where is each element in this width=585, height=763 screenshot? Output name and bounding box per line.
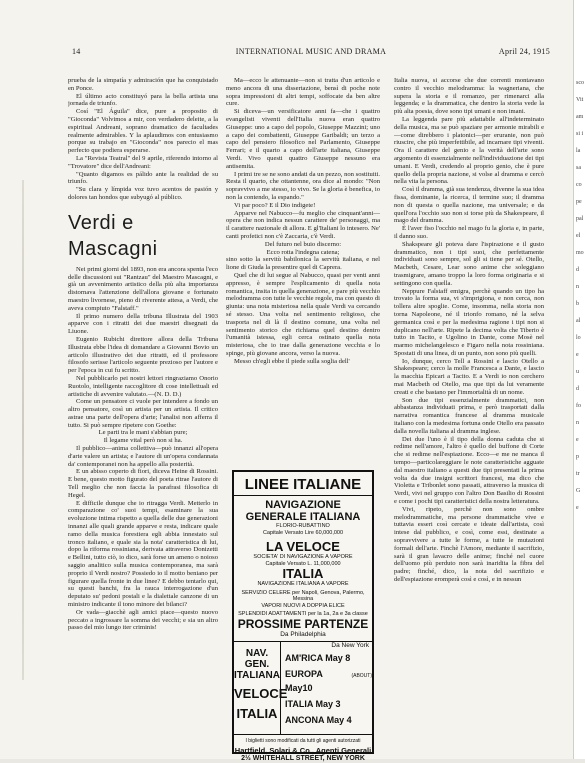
- ad-address: 2½ WHITEHALL STREET, NEW YORK: [241, 754, 365, 762]
- paragraph: Si diceva—un versificatore anni fa—che i quattro evangelisti viventi dell'Italia nuova eran quattro Giuseppe: uno a capo del popolo, Giuseppe Mazzini; uno a capo dei combattenti, Giuseppe Garibaldi; un terzo a capo del pensiero filosofico nel Parlamento, Giuseppe Ferrari; e il quarto a capo dell'arte italiana, Giuseppe Verdi. Vivo questi quattro Giuseppe nessuno era antisemita.: [226, 108, 380, 170]
- edge-text-fragment: si i: [576, 131, 584, 137]
- ad-sailing-row: [282, 713, 372, 727]
- publication-title: INTERNATIONAL MUSIC AND DRAMA: [235, 47, 387, 56]
- ad-capital-2: Capitale Versato L. 11,000,000: [265, 560, 341, 567]
- edge-text-fragment: mo: [576, 250, 584, 256]
- page-number: 14: [72, 47, 81, 56]
- paragraph: Nei primi giorni del 1893, non era ancora spenta l'eco delle discussioni sui "Rantzau" del Maestro Mascagni, e già un avvenimento artistico della più alta importanza distornava l'attenzione dell'allora giovane e fortunato maestro livornese, pieno di riverente attesa, a Verdi, che aveva compiuto "Falstaff.": [68, 265, 218, 312]
- edge-text-fragment: u: [576, 369, 579, 375]
- ad-departures: PROSSIME PARTENZE: [237, 616, 369, 631]
- verse-line: Le parti tra le mani s'abbian pure;: [98, 429, 188, 437]
- column-3: [394, 77, 544, 757]
- edge-text-fragment: lo: [576, 335, 581, 341]
- ad-service-sub: VAPORI NUOVI A DOPPIA ELICE: [261, 602, 345, 609]
- paragraph: Neppure Falstaff emigra, perchè quando un tipo ha trovato la forma sua, vi s'imprigiona, e non cerca, non tollera altre spoglie. Come, insomma, nella storia non torna Napoleone, né il trionfo romano, né la selva germanica così e per la medesima ragione i tipi non si duplicano nell'arte. Ripete la decima volta che Tiberio è tutto in Tacito, e Ugolino in Dante, come Mosè nel marmo michelangelesco e Figaro nella nota rossiniana. Spostati di una linea, di un punto, non sono più quelli.: [394, 287, 544, 357]
- edge-text-fragment: e: [576, 505, 579, 511]
- edge-text-fragment: sa: [576, 165, 581, 171]
- paragraph: Apparve nel Nabucco—fu meglio che cinquant'anni—opera che non indica nessun carattere de' personaggi, ma il carattere nazionale di allora. E gl'Italiani lo intesero. Ne' canti profetici non c'è Zaccaria, c'è Verdi.: [226, 209, 380, 240]
- paragraph: Nel pubblicarlo pei nostri lettori ringraziamo Onorio Ruotolo, intelligente raccoglitore di cose intellettuali ed artistiche di avvenire valutato.—(N. D. D.): [68, 374, 218, 398]
- ad-sailing-note: (ABOUT): [351, 672, 372, 679]
- paragraph: Vivi, ripeto, perchè non sono ombre melodrammatiche, ma persone drammatiche vive e tuttavia esseri così cercate e ideate dall'artista, così intese dal pubblico, e così, come essi, destinate a sopravvivere a tutte le forme, a tutte le mutazioni formali dell'arte. Finchè l'Amore, mediante il sacrifizio, sarà il gran lavacro delle anime; finché nel cuore dell'uomo più perduto non sarà inaridita la fibra del padre; finché, dico, la nota del sacrifizio e dell'espiazione eromperà così e così, e in nessun: [394, 505, 544, 583]
- edge-text-fragment: la: [576, 148, 581, 154]
- ad-sailing-row: [282, 651, 372, 665]
- ad-line-veloce: VELOCE: [234, 685, 288, 701]
- ad-departures-sub: Da Philadelphia: [280, 630, 326, 638]
- article-heading: Verdi e Mascagni: [68, 211, 158, 260]
- ad-veloce-sub: SOCIETA' DI NAVIGAZIONE A VAPORE: [253, 554, 353, 560]
- edge-text-fragment: co: [576, 182, 582, 188]
- paragraph: E difficile dunque che io ritragga Verdi. Metterlo in comparazione co' suoi tempi, esaminare la sua evoluzione intima rispetto a quella delle due generazioni innanzi alle quali grande apparve e resta, indicare quale ramo della musica forestiera egli abbia innestato sul tronco italiano, e quale sia la nota' caratteristica di lui, dopo la riforma rossiniana, derivata attraverso Donizetti e Bellini, tutto ciò, io dico, sarà forse un ameno o noioso saggio analitico sulla musica contemporanea, ma sarà proprio il Verdi nostro? Possiedo io il motto beniano per figurare quella fronte in due linee? E debbo tentarlo qui, su questi banchi, fra la rauca interrogazione d'un deputato su' pedoni postali e la dialettale canzone di un ministro indicante il tono minore dei bilanci?: [68, 499, 218, 609]
- paragraph: Cosí "El Águila" dice, pure a proposito di "Gioconda" Volvimos a mir, con verdadero deleite, a la espiritual Andreani, soprano dramatico de facultades realmente admirables. Y la aplaudimos con entusiasmo porque su trabajo en "Gioconda" nos parecio el mas perfecto que podiera esperarse.: [68, 108, 218, 155]
- ad-title: LINEE ITALIANE: [234, 476, 372, 496]
- edge-text-fragment: al: [576, 318, 581, 324]
- paragraph: Shakspeare gli poteva dare l'ispirazione e il gusto drammatico, non i tipi suoi, che perfettamente individuati sono sempre, sol gli si tiene per sé. Otello, Macbeth, Cesare, Lear sono anime che soleggiano trasmigrare, amano troppo la loro forma originaria e si settingono con quella.: [394, 240, 544, 287]
- paragraph: Vi par poco? E il Dio indigete!: [234, 201, 316, 209]
- paragraph: sino sotto la servitù babilonica la servitù italiana, e nel lione di Giuda la presentire quel di Caprera.: [226, 256, 380, 272]
- edge-text-fragment: Vit: [576, 97, 584, 103]
- paragraph: I primi tre se ne sono andati da un pezzo, non sostituiti. Resta il quarto, che ottantenne, ora dice al mondo: "Non sopravvivo a me stesso, io vivo. Se la gloria è benefica, io non la contendo, la espando.": [226, 170, 380, 201]
- paragraph: "Su clara y límpida voz tuvo acentos de pasión y dolores tan hondos que subyugó al público.: [68, 186, 218, 201]
- verse-line: Ecco rotta l'indegna catena;: [266, 248, 340, 256]
- ad-sailing: ANCONA May 4: [285, 714, 352, 725]
- paragraph: Son due tipi essenzialmente drammatici, non abbastanza individuati prima, e però trasportati dalla narrativa romantica francese al dramma musicale italiano con la medesima fortuna onde Otello era passato dalla novella italiana al dramma inglese.: [394, 396, 544, 435]
- ad-schedule: [234, 641, 372, 735]
- edge-text-fragment: pal: [576, 216, 584, 222]
- ad-company-sub: FLORIO-RUBATTINO: [276, 523, 330, 529]
- edge-text-fragment: el: [576, 233, 581, 239]
- edge-text-fragment: sco: [576, 80, 584, 86]
- verse-line: Del futuro nel buio discerno:: [264, 240, 342, 248]
- paragraph: El último acto constituyó para la bella artista una jornada de triunfo.: [68, 92, 218, 108]
- paragraph: Dei due l'uno è il tipo della donna caduta che si redime nell'amore, l'altro è quello del buffone di Corte che si redime nell'espiazione. Ecco—e me ne manca il tempo—particolareggiare le note caratteristiche agguate dal maestro italiano a questi due tipi presentati la prima volta da due insigni scrittori francesi, ma dico che Violetta e Tribonlet sono passati, attraverso la musica di Verdi, vivi nel gruppo con l'altro Don Basilio di Rossini e come i pochi tipi caratteristici della nostra letteratura.: [394, 435, 544, 506]
- paragraph: Or vada—giacchè agli amici piace—questo nuovo peccato a ingrossare la somma dei vecchi; e sia un altro passo del mio lungo iter criminis!: [68, 608, 218, 632]
- edge-text-fragment: am: [576, 114, 584, 120]
- running-header: [72, 47, 550, 59]
- paragraph: Come un pensatore ci vuole per intendere a fondo un altro pensatore, così un artista per un artista. Il critico astrae una parte dell'opera d'arte; l'analisi non afferra il tutto. Si può sempre ripetere con Goethe:: [68, 398, 218, 429]
- edge-text-fragment: p: [576, 454, 579, 460]
- ad-veloce: LA VELOCE: [266, 539, 340, 554]
- column-1: [68, 77, 218, 757]
- edge-text-fragment: n: [576, 420, 579, 426]
- ad-company: NAVIGAZIONE GENERALE ITALIANA: [245, 499, 361, 523]
- edge-text-fragment: n: [576, 284, 579, 290]
- edge-text-fragment: tr: [576, 471, 580, 477]
- ad-from-ny: Da New York: [331, 641, 369, 649]
- verse-line: Il legame vital però non si ha.: [103, 437, 183, 445]
- ad-italia: ITALIA: [282, 566, 324, 581]
- ad-lines: [234, 642, 288, 734]
- ad-service: SERVIZIO CELERE per Napoli, Genova, Palermo, Messina: [241, 589, 365, 602]
- edge-text-fragment: e: [576, 352, 579, 358]
- paragraph: Io, dunque, cerco Tell a Rossini e lascio Otello a Shakespeare; cerco la molle Francesca a Dante, e lascio la macchia Epicari a Tacito. E a Verdi io non cerchero mai Macbeth od Otello, ma que tipi da lui veramente creati e che bastano per l'immortalità di un nome.: [394, 357, 544, 396]
- paragraph: Così il dramma, già sua tendenza, divenne la sua idea fissa, dominante, la ricerca, il termine suo; il dramma non di questa o quella nazione, ma universale; e da quell'ora l'occhio suo non si torse più da Shakespeare, il mago del dramma.: [394, 186, 544, 225]
- edge-text-fragment: d: [576, 386, 579, 392]
- paragraph: Eugenio Rubichi direttore allora della Tribuna Illustrata ebbe l'idea di domandare a Giovanni Bovio un articolo illustrativo dei due ritratti, ed il professore filosofo serisse l'articolo seguente prezioso per l'autore e per l'epoca in cui fu scritto.: [68, 335, 218, 375]
- edge-text-fragment: d: [576, 267, 579, 273]
- paragraph: Messo ch'egli ebbe il piede sulla soglia dell': [234, 357, 350, 365]
- adjacent-page-edge: [573, 0, 585, 759]
- paragraph: Il primo numero della tribuna Illustrata del 1903 apparve con i ritratti dei due maestri disegnati da Liuone.: [68, 312, 218, 336]
- edge-text-fragment: b: [576, 301, 579, 307]
- ad-sailing-row: [282, 697, 372, 711]
- paragraph: Italia nuova, si accorse che due correnti montavano contro il vecchio melodramma: la wagneriana, che supera la storia e il romanzo, per rimenarci alla leggenda; e la drammatica, che dentro la storia vede la più alta poesia, dove sono tipi umani e non imani.: [394, 77, 544, 116]
- ad-line-nav-gen: NAV. GEN. ITALIANA: [234, 647, 280, 681]
- paragraph: Il pubblico—anima collettiva—può innanzi all'opera d'arte valere un artista; e l'autore di un'opera condannata da' contemporanei non ha appello alla posterità.: [68, 445, 218, 468]
- ad-line-italia: ITALIA: [236, 705, 278, 721]
- paragraph: Ma—ecco le attenuante—non si tratta d'un articolo e meno ancora di una dissertazione, bensì di poche note sopra impressioni di altri tempi, soffocate da ben altre cure.: [226, 77, 380, 108]
- ad-sailing: ITALIA May 3: [285, 698, 341, 709]
- issue-date: April 24, 1915: [498, 47, 550, 56]
- binding-shadow: [22, 180, 24, 680]
- edge-text-fragment: G: [576, 488, 581, 494]
- edge-text-fragment: fo: [576, 403, 581, 409]
- ad-sailing: EUROPA May10: [285, 668, 323, 693]
- ad-footer-note: I biglietti sono modificati da tutti gli agenti autorizzati: [245, 737, 361, 744]
- paragraph: È l'aver fiso l'occhio nel mago fu la gloria e, in parte, il danno suo.: [394, 225, 544, 240]
- ad-italia-sub: NAVIGAZIONE ITALIANA A VAPORE: [257, 581, 349, 587]
- ad-accommodations: SPLENDIDI ADATTAMENTI per la 1a, 2a e 3a classe: [238, 611, 368, 617]
- ad-sailing-row: [282, 667, 372, 695]
- ad-agent: Hartfield, Solari & Co., Agenti Generali: [234, 745, 372, 755]
- paragraph: Quel che di lui segue al Nabucco, quasi per venti anni appresso, è sempre l'esplicamento di quella nota romantica, insita in quella generazione, e pare più vecchio melodramma con tutte le vecchie regole, ma con questo di giunta: una nota misteriosa nella quale Verdi va cercando sé stesso. Una volta nel sentimento religioso, che trasporta nel di là il destino comune, una volta nel sentimento storico che richiama quel destino dentro l'umanità istessa, egli cerca ostinato quella nota misteriosa, che io trae dalla generazione vecchia e lo spinge, più giovane ancora, verso la nuova.: [226, 271, 380, 357]
- ad-sailing: AM'RICA May 8: [285, 652, 351, 663]
- steamship-advertisement: [232, 470, 374, 762]
- edge-text-fragment: pe: [576, 199, 582, 205]
- ad-capital: Capitale Versato Lire 60,000,000: [262, 530, 344, 536]
- paragraph: E un abisso coperto di fiori, diceva Heine di Rossini. E bene, questo motto figurato del poeta ritrae l'autore di Tell meglio che non faccia la parafrasi filosofica di Hegel.: [68, 468, 218, 499]
- paragraph: La "Revista Teatral" del 9 aprile, riferendo intorno al "Trovatore" dice dell'Andreani:: [68, 154, 218, 170]
- paragraph: prueba de la simpatía y admiración que ha conquistado en Ponce.: [68, 77, 218, 92]
- paragraph: "Quanto digamos es pálido ante la realidad de su triunfo.: [68, 170, 218, 186]
- paragraph: La leggenda pare più adattabile all'indeterminato della musica, ma se può spaziare per armonie mirabili e—come direbbero i platonici—per eruranie, non può riuscire, che più imperfettibile, ad incarnare tipi viventi. Ora il carattere del genio e la verità dell'arte sono argomento di essenzialmente nell'individuazione dei tipi umani. E Verdi, credendo al proprio genio, che è pure quello della propria nazione, si volse al dramma e cercò nella vita la persona.: [394, 115, 544, 186]
- ad-sailings: [282, 642, 372, 734]
- edge-text-fragment: e: [576, 437, 579, 443]
